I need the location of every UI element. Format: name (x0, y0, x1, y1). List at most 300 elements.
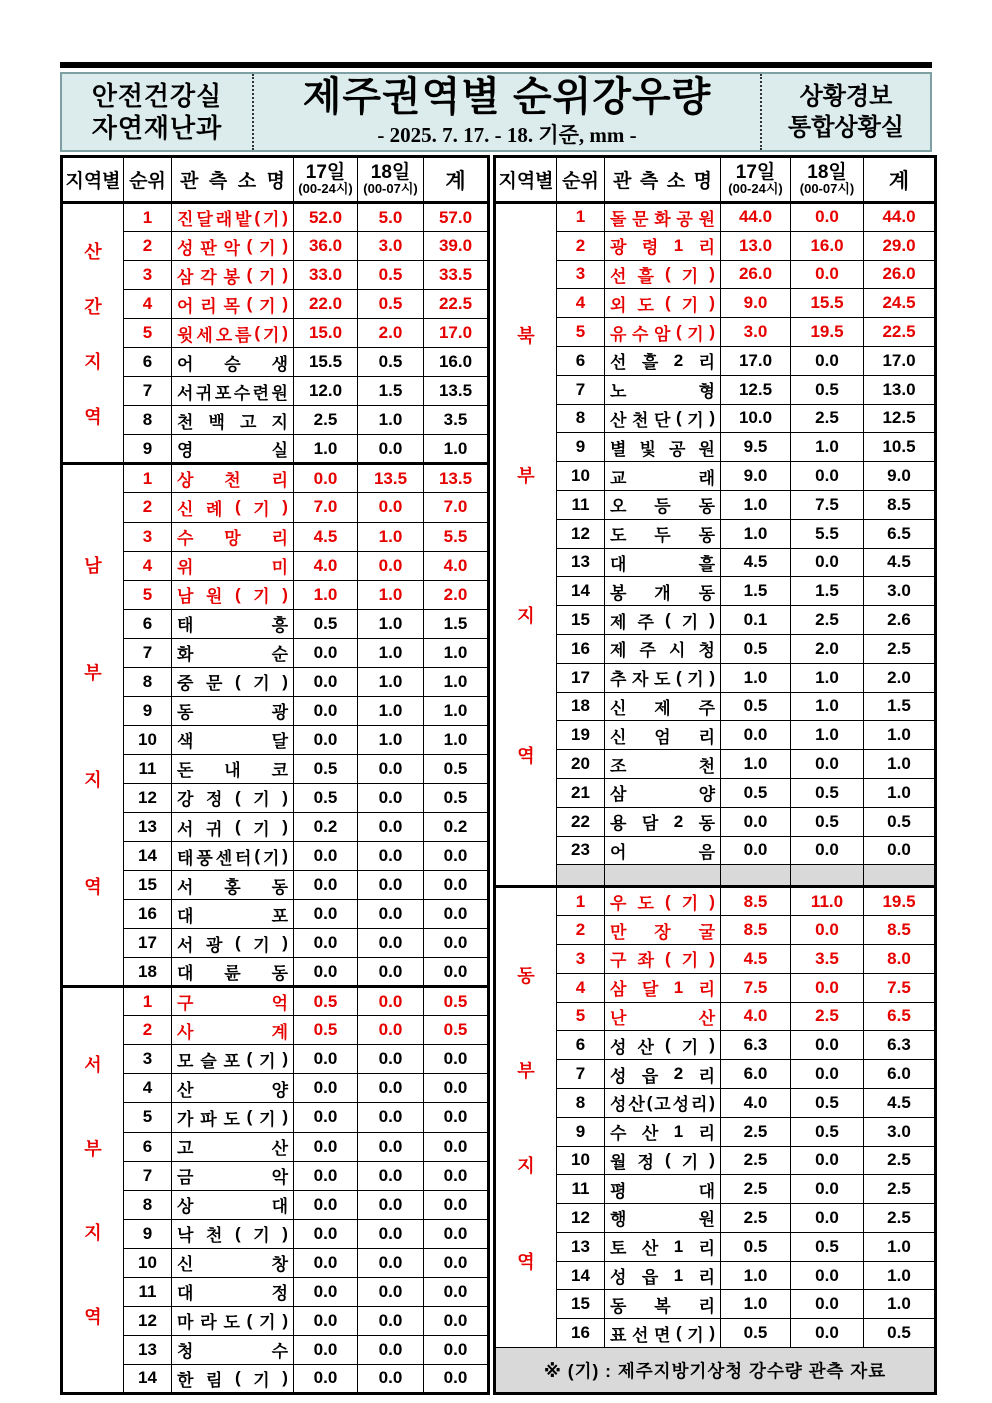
total-value-cell: 0.0 (424, 958, 489, 987)
top-rule (60, 62, 932, 68)
day18-value-cell: 0.0 (791, 750, 864, 779)
day17-value-cell: 1.0 (721, 519, 791, 548)
day18-value-cell: 0.0 (358, 871, 424, 900)
table-row (495, 916, 936, 945)
table-row (495, 606, 936, 635)
station-name-cell: 상 대 (172, 1190, 294, 1219)
rank-cell: 19 (557, 721, 605, 750)
table-row (62, 580, 489, 609)
day18-value-cell: 1.0 (358, 638, 424, 667)
table-row (495, 1117, 936, 1146)
table-row (62, 609, 489, 638)
station-name-cell: 화 순 (172, 638, 294, 667)
total-value-cell: 0.5 (864, 807, 936, 836)
rank-cell: 17 (124, 929, 172, 958)
rank-cell: 5 (124, 580, 172, 609)
day18-value-cell: 0.0 (358, 493, 424, 522)
table-row (495, 346, 936, 375)
region-cell: 남 부 지 역 (62, 464, 124, 987)
station-name-cell: 어 리 목 ( 기 ) (172, 290, 294, 319)
day17-value-cell: 0.0 (294, 871, 358, 900)
day17-value-cell: 1.0 (721, 750, 791, 779)
day18-value-cell: 0.0 (791, 1204, 864, 1233)
rank-cell: 2 (557, 916, 605, 945)
day18-value-cell: 0.0 (358, 1219, 424, 1248)
department-label (62, 74, 252, 150)
column-header-day18: 18일 (00-07시) (791, 157, 864, 203)
total-value-cell: 0.0 (424, 1190, 489, 1219)
day18-value-cell: 0.0 (791, 203, 864, 232)
table-body-left (62, 203, 489, 1394)
total-value-cell: 2.5 (864, 1204, 936, 1233)
table-row (495, 1232, 936, 1261)
total-value-cell: 0.0 (424, 1074, 489, 1103)
table-row (495, 404, 936, 433)
total-value-cell: 8.5 (864, 490, 936, 519)
table-row (62, 1190, 489, 1219)
rank-cell: 16 (557, 634, 605, 663)
day18-value-cell: 0.0 (358, 1132, 424, 1161)
rank-cell: 5 (124, 1103, 172, 1132)
total-value-cell: 0.0 (424, 1103, 489, 1132)
total-value-cell: 4.5 (864, 548, 936, 577)
day18-value-cell: 5.0 (358, 203, 424, 232)
region-cell: 북 부 지 역 (495, 203, 557, 887)
table-row (62, 638, 489, 667)
station-name-cell: 난 산 (605, 1002, 721, 1031)
region-cell: 동 부 지 역 (495, 887, 557, 1348)
table-row (495, 1146, 936, 1175)
rank-cell: 9 (557, 433, 605, 462)
column-header-rank: 순위 (557, 157, 605, 203)
day18-value-cell: 0.5 (358, 261, 424, 290)
column-header-day17: 17일 (00-24시) (294, 157, 358, 203)
total-value-cell: 13.5 (424, 464, 489, 493)
table-row (495, 231, 936, 260)
table-row (62, 319, 489, 348)
table-row (495, 519, 936, 548)
day18-value-cell: 0.0 (358, 900, 424, 929)
table-row (495, 944, 936, 973)
rank-cell: 14 (124, 1364, 172, 1393)
rank-cell: 10 (124, 725, 172, 754)
station-name-cell: 용 담 2 동 (605, 807, 721, 836)
day17-value-cell: 0.5 (294, 783, 358, 812)
day17-value-cell: 0.0 (294, 1306, 358, 1335)
table-row (495, 1204, 936, 1233)
day18-value-cell: 0.0 (791, 836, 864, 865)
day17-value-cell: 0.0 (294, 900, 358, 929)
situation-room-line2: 통합상황실 (788, 114, 904, 141)
table-row (62, 203, 489, 232)
table-row (62, 232, 489, 261)
table-row (495, 1319, 936, 1348)
table-row (62, 1132, 489, 1161)
station-name-cell: 상 천 리 (172, 464, 294, 493)
total-value-cell: 6.0 (864, 1060, 936, 1089)
rank-cell: 12 (124, 1306, 172, 1335)
station-name-cell: 삼 양 (605, 778, 721, 807)
total-value-cell: 33.5 (424, 261, 489, 290)
table-row (62, 929, 489, 958)
rainfall-table-right (493, 155, 937, 1395)
day18-value-cell: 1.0 (358, 522, 424, 551)
day17-value-cell: 1.0 (294, 580, 358, 609)
rank-cell: 6 (124, 1132, 172, 1161)
day17-value-cell: 15.5 (294, 348, 358, 377)
day18-value-cell: 0.0 (791, 916, 864, 945)
day18-value-cell: 1.0 (358, 580, 424, 609)
total-value-cell: 1.5 (424, 609, 489, 638)
station-name-cell: 만 장 굴 (605, 916, 721, 945)
day18-value-cell: 0.0 (791, 973, 864, 1002)
station-name-cell: 어 승 생 (172, 348, 294, 377)
station-name-cell: 서 귀 포 수 련 원 (172, 377, 294, 406)
total-value-cell: 0.5 (424, 1016, 489, 1045)
day17-value-cell: 2.5 (721, 1175, 791, 1204)
rank-cell: 8 (124, 667, 172, 696)
rank-cell: 3 (124, 261, 172, 290)
day18-value-cell: 0.0 (358, 783, 424, 812)
station-name-cell: 성 산 ( 고 성 리 ) (605, 1088, 721, 1117)
station-name-cell: 선 흘 ( 기 ) (605, 260, 721, 289)
rainfall-table-left (60, 155, 490, 1395)
day17-value-cell: 0.5 (721, 778, 791, 807)
station-name-cell: 구 억 (172, 987, 294, 1016)
day17-value-cell: 6.0 (721, 1060, 791, 1089)
day17-value-cell: 0.5 (721, 1319, 791, 1348)
day18-value-cell: 2.0 (358, 319, 424, 348)
total-value-cell: 4.0 (424, 551, 489, 580)
station-name-cell: 남 원 ( 기 ) (172, 580, 294, 609)
spacer-cell (557, 865, 605, 887)
total-value-cell: 0.5 (424, 754, 489, 783)
station-name-cell: 성 읍 2 리 (605, 1060, 721, 1089)
day18-value-cell: 1.5 (358, 377, 424, 406)
day17-value-cell: 12.0 (294, 377, 358, 406)
day18-value-cell: 0.0 (791, 260, 864, 289)
station-name-cell: 삼 달 1 리 (605, 973, 721, 1002)
page-title: 제주권역별 순위강우량 (302, 74, 712, 119)
day17-value-cell: 10.0 (721, 404, 791, 433)
rank-cell: 6 (124, 609, 172, 638)
total-value-cell: 39.0 (424, 232, 489, 261)
day18-value-cell: 0.5 (358, 348, 424, 377)
rank-cell: 4 (124, 551, 172, 580)
table-row (495, 260, 936, 289)
day17-value-cell: 4.5 (294, 522, 358, 551)
total-value-cell: 0.0 (424, 1306, 489, 1335)
day18-value-cell: 0.0 (358, 1364, 424, 1393)
station-name-cell: 행 원 (605, 1204, 721, 1233)
day17-value-cell: 0.5 (721, 1232, 791, 1261)
station-name-cell: 진 달 래 밭 ( 기 ) (172, 203, 294, 232)
table-row (62, 783, 489, 812)
total-value-cell: 9.0 (864, 462, 936, 491)
day18-value-cell: 0.0 (358, 958, 424, 987)
rank-cell: 1 (124, 203, 172, 232)
day17-value-cell: 2.5 (294, 406, 358, 435)
rank-cell: 12 (557, 1204, 605, 1233)
table-row (62, 1045, 489, 1074)
rank-cell: 23 (557, 836, 605, 865)
day18-value-cell: 0.5 (791, 375, 864, 404)
column-header-total: 계 (864, 157, 936, 203)
day18-value-cell: 0.5 (358, 290, 424, 319)
rank-cell: 12 (124, 783, 172, 812)
station-name-cell: 구 좌 ( 기 ) (605, 944, 721, 973)
day17-value-cell: 4.0 (294, 551, 358, 580)
rank-cell: 12 (557, 519, 605, 548)
rank-cell: 6 (557, 346, 605, 375)
rank-cell: 1 (557, 203, 605, 232)
day18-value-cell: 0.5 (791, 1117, 864, 1146)
total-value-cell: 13.5 (424, 377, 489, 406)
rank-cell: 1 (124, 987, 172, 1016)
rank-cell: 11 (557, 1175, 605, 1204)
rank-cell: 3 (124, 1045, 172, 1074)
rank-cell: 2 (124, 493, 172, 522)
station-name-cell: 추 자 도 ( 기 ) (605, 663, 721, 692)
rank-cell: 1 (557, 887, 605, 916)
day18-value-cell: 0.0 (358, 929, 424, 958)
day17-value-cell: 0.5 (721, 634, 791, 663)
rank-cell: 8 (124, 406, 172, 435)
station-name-cell: 모 슬 포 ( 기 ) (172, 1045, 294, 1074)
day17-value-cell: 1.0 (721, 663, 791, 692)
table-row (62, 290, 489, 319)
station-name-cell: 중 문 ( 기 ) (172, 667, 294, 696)
station-name-cell: 낙 천 ( 기 ) (172, 1219, 294, 1248)
total-value-cell: 0.0 (424, 842, 489, 871)
table-header-row (495, 157, 936, 203)
station-name-cell: 도 두 동 (605, 519, 721, 548)
total-value-cell: 1.0 (864, 1232, 936, 1261)
day17-value-cell: 36.0 (294, 232, 358, 261)
total-value-cell: 6.5 (864, 519, 936, 548)
day18-value-cell: 5.5 (791, 519, 864, 548)
day18-value-cell: 7.5 (791, 490, 864, 519)
station-name-cell: 우 도 ( 기 ) (605, 887, 721, 916)
total-value-cell: 7.5 (864, 973, 936, 1002)
day18-value-cell: 0.0 (791, 346, 864, 375)
total-value-cell: 0.2 (424, 812, 489, 841)
table-row (495, 462, 936, 491)
station-name-cell: 제 주 시 청 (605, 634, 721, 663)
total-value-cell: 0.0 (424, 1364, 489, 1393)
station-name-cell: 산 천 단 ( 기 ) (605, 404, 721, 433)
total-value-cell: 0.0 (424, 900, 489, 929)
station-name-cell: 윗 세 오 름 ( 기 ) (172, 319, 294, 348)
station-name-cell: 태 흥 (172, 609, 294, 638)
day18-value-cell: 0.0 (358, 1306, 424, 1335)
station-name-cell: 조 천 (605, 750, 721, 779)
total-value-cell: 0.5 (864, 1319, 936, 1348)
situation-room-label (762, 74, 930, 150)
rank-cell: 4 (124, 290, 172, 319)
day17-value-cell: 0.0 (294, 1335, 358, 1364)
day18-value-cell: 1.0 (791, 433, 864, 462)
rank-cell: 3 (124, 522, 172, 551)
day18-value-cell: 0.5 (791, 778, 864, 807)
column-header-station: 관 측 소 명 (605, 157, 721, 203)
station-name-cell: 별 빛 공 원 (605, 433, 721, 462)
spacer-cell (605, 865, 721, 887)
rank-cell: 6 (557, 1031, 605, 1060)
total-value-cell: 0.0 (864, 836, 936, 865)
footnote-row (495, 1348, 936, 1394)
total-value-cell: 0.0 (424, 1248, 489, 1277)
rank-cell: 21 (557, 778, 605, 807)
rank-cell: 11 (557, 490, 605, 519)
table-row (495, 1290, 936, 1319)
day18-value-cell: 0.0 (791, 1146, 864, 1175)
station-name-cell: 선 흘 2 리 (605, 346, 721, 375)
rank-cell: 4 (124, 1074, 172, 1103)
day17-value-cell: 0.0 (294, 1103, 358, 1132)
table-row (62, 493, 489, 522)
rank-cell: 15 (557, 1290, 605, 1319)
table-row (62, 1161, 489, 1190)
table-row (62, 987, 489, 1016)
table-row (495, 750, 936, 779)
day18-value-cell: 0.0 (791, 548, 864, 577)
rank-cell: 5 (557, 1002, 605, 1031)
day18-value-cell: 1.0 (358, 406, 424, 435)
day17-value-cell: 2.5 (721, 1204, 791, 1233)
day18-value-cell: 16.0 (791, 231, 864, 260)
total-value-cell: 3.0 (864, 1117, 936, 1146)
station-name-cell: 동 광 (172, 696, 294, 725)
station-name-cell: 색 달 (172, 725, 294, 754)
rank-cell: 20 (557, 750, 605, 779)
total-value-cell: 16.0 (424, 348, 489, 377)
table-row (495, 1060, 936, 1089)
day18-value-cell: 1.5 (791, 577, 864, 606)
day17-value-cell: 44.0 (721, 203, 791, 232)
rank-cell: 14 (557, 1261, 605, 1290)
total-value-cell: 19.5 (864, 887, 936, 916)
day18-value-cell: 3.5 (791, 944, 864, 973)
day17-value-cell: 0.0 (721, 721, 791, 750)
day17-value-cell: 8.5 (721, 887, 791, 916)
table-row (62, 900, 489, 929)
total-value-cell: 6.3 (864, 1031, 936, 1060)
rank-cell: 10 (124, 1248, 172, 1277)
total-value-cell: 1.0 (424, 638, 489, 667)
day17-value-cell: 0.0 (294, 842, 358, 871)
day17-value-cell: 4.5 (721, 944, 791, 973)
rank-cell: 16 (124, 900, 172, 929)
station-name-cell: 청 수 (172, 1335, 294, 1364)
station-name-cell: 신 엄 리 (605, 721, 721, 750)
day18-value-cell: 0.0 (358, 1335, 424, 1364)
column-header-region: 지역별 (495, 157, 557, 203)
day17-value-cell: 9.0 (721, 289, 791, 318)
total-value-cell: 0.5 (424, 987, 489, 1016)
station-name-cell: 표 선 면 ( 기 ) (605, 1319, 721, 1348)
table-row (62, 377, 489, 406)
station-name-cell: 산 양 (172, 1074, 294, 1103)
rank-cell: 10 (557, 462, 605, 491)
rank-cell: 2 (124, 1016, 172, 1045)
spacer-cell (864, 865, 936, 887)
day18-value-cell: 0.0 (358, 1190, 424, 1219)
day17-value-cell: 4.0 (721, 1002, 791, 1031)
day18-value-cell: 2.0 (791, 634, 864, 663)
day17-value-cell: 3.0 (721, 318, 791, 347)
day18-value-cell: 1.0 (791, 692, 864, 721)
station-name-cell: 월 정 ( 기 ) (605, 1146, 721, 1175)
total-value-cell: 0.0 (424, 929, 489, 958)
table-row (62, 1277, 489, 1306)
table-row (62, 842, 489, 871)
rank-cell: 5 (557, 318, 605, 347)
day17-value-cell: 6.3 (721, 1031, 791, 1060)
day17-value-cell: 1.0 (721, 1261, 791, 1290)
station-name-cell: 성 판 악 ( 기 ) (172, 232, 294, 261)
total-value-cell: 22.5 (424, 290, 489, 319)
station-name-cell: 봉 개 동 (605, 577, 721, 606)
day17-value-cell: 0.2 (294, 812, 358, 841)
spacer-row (495, 865, 936, 887)
page-subtitle: - 2025. 7. 17. - 18. 기준, mm - (377, 122, 637, 147)
total-value-cell: 0.0 (424, 871, 489, 900)
station-name-cell: 수 산 1 리 (605, 1117, 721, 1146)
total-value-cell: 1.0 (864, 1290, 936, 1319)
table-row (62, 522, 489, 551)
table-row (495, 548, 936, 577)
rank-cell: 8 (124, 1190, 172, 1219)
department-line2: 자연재난과 (91, 113, 223, 143)
rank-cell: 4 (557, 973, 605, 1002)
station-name-cell: 대 정 (172, 1277, 294, 1306)
day18-value-cell: 0.0 (358, 754, 424, 783)
total-value-cell: 1.0 (424, 667, 489, 696)
column-header-total: 계 (424, 157, 489, 203)
table-row (62, 348, 489, 377)
rank-cell: 3 (557, 260, 605, 289)
column-header-rank: 순위 (124, 157, 172, 203)
rank-cell: 7 (124, 377, 172, 406)
day18-value-cell: 0.0 (791, 1319, 864, 1348)
day18-value-cell: 0.0 (358, 1161, 424, 1190)
station-name-cell: 대 륜 동 (172, 958, 294, 987)
station-name-cell: 어 음 (605, 836, 721, 865)
day17-value-cell: 0.0 (721, 807, 791, 836)
day17-value-cell: 0.0 (294, 1248, 358, 1277)
station-name-cell: 노 형 (605, 375, 721, 404)
total-value-cell: 2.5 (864, 634, 936, 663)
station-name-cell: 성 읍 1 리 (605, 1261, 721, 1290)
day17-value-cell: 22.0 (294, 290, 358, 319)
table-row (62, 667, 489, 696)
total-value-cell: 2.0 (864, 663, 936, 692)
column-header-day18: 18일 (00-07시) (358, 157, 424, 203)
table-row (495, 490, 936, 519)
station-name-cell: 동 복 리 (605, 1290, 721, 1319)
footnote-text: ※ (기) : 제주지방기상청 강수량 관측 자료 (495, 1348, 936, 1394)
day17-value-cell: 2.5 (721, 1117, 791, 1146)
column-header-region: 지역별 (62, 157, 124, 203)
table-row (495, 887, 936, 916)
day17-value-cell: 4.5 (721, 548, 791, 577)
day18-value-cell: 0.0 (358, 551, 424, 580)
total-value-cell: 2.0 (424, 580, 489, 609)
total-value-cell: 1.0 (424, 435, 489, 464)
rank-cell: 13 (557, 548, 605, 577)
rank-cell: 11 (124, 1277, 172, 1306)
